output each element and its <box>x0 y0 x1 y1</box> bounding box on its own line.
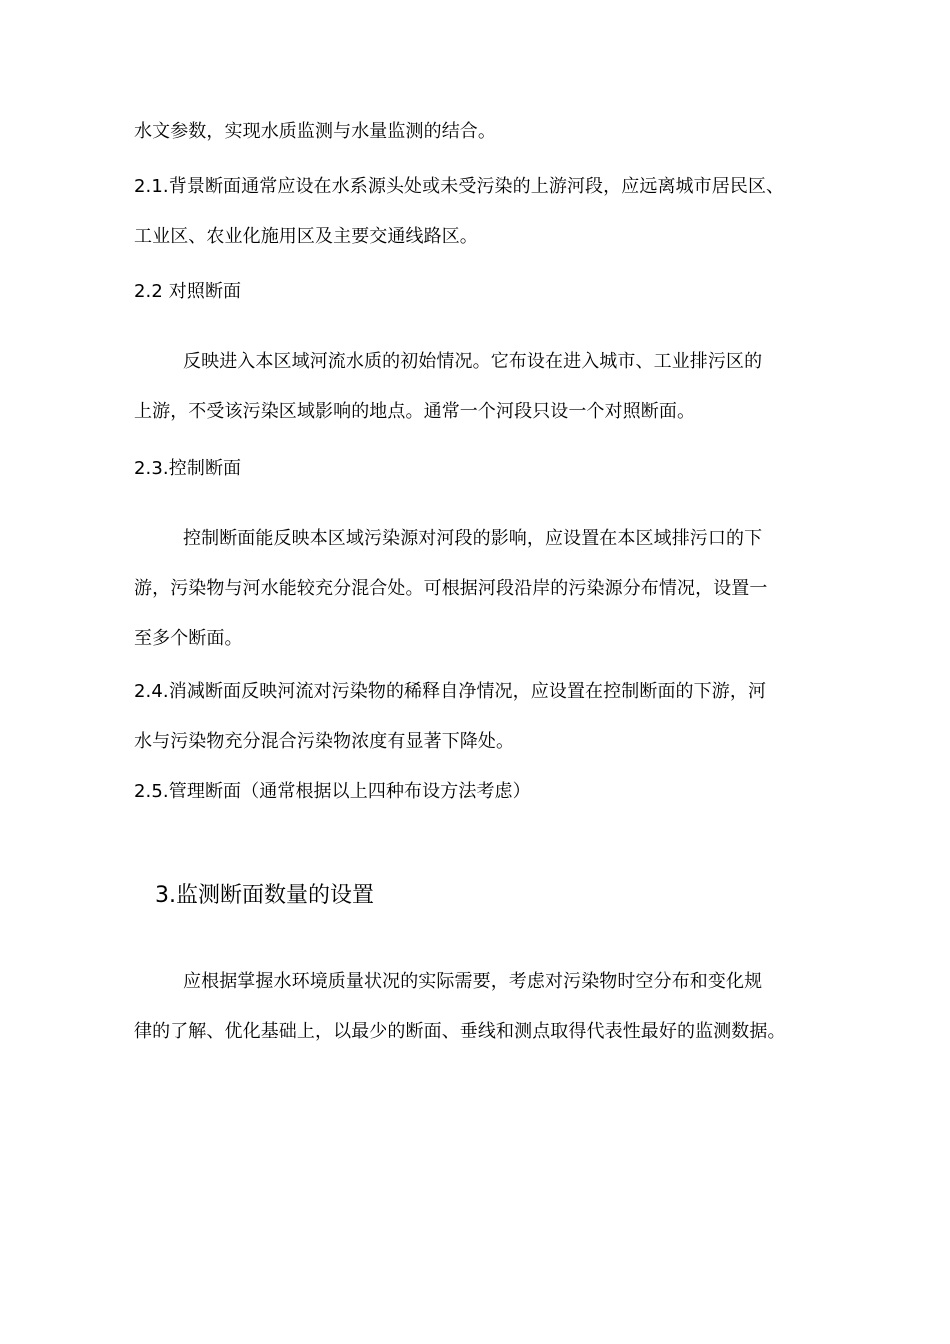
paragraph-line: 反映进入本区域河流水质的初始情况。它布设在进入城市、工业排污区的 <box>183 351 763 372</box>
paragraph-line: 律的了解、优化基础上，以最少的断面、垂线和测点取得代表性最好的监测数据。 <box>134 1021 786 1042</box>
paragraph-line: 工业区、农业化施用区及主要交通线路区。 <box>134 226 478 247</box>
section-label: 2.5.管理断面（通常根据以上四种布设方法考虑） <box>134 781 531 802</box>
paragraph-line: 2.1.背景断面通常应设在水系源头处或未受污染的上游河段，应远离城市居民区、 <box>134 176 785 197</box>
paragraph-line: 水文参数，实现水质监测与水量监测的结合。 <box>134 121 496 142</box>
paragraph-line: 控制断面能反映本区域污染源对河段的影响，应设置在本区域排污口的下 <box>183 528 763 549</box>
paragraph-line: 上游，不受该污染区域影响的地点。通常一个河段只设一个对照断面。 <box>134 401 696 422</box>
section-label: 2.2 对照断面 <box>134 281 242 302</box>
paragraph-line: 应根据掌握水环境质量状况的实际需要，考虑对污染物时空分布和变化规 <box>183 971 763 992</box>
paragraph-line: 至多个断面。 <box>134 628 243 649</box>
section-heading: 3.监测断面数量的设置 <box>155 883 374 908</box>
paragraph-line: 2.4.消减断面反映河流对污染物的稀释自净情况，应设置在控制断面的下游，河 <box>134 681 767 702</box>
paragraph-line: 游，污染物与河水能较充分混合处。可根据河段沿岸的污染源分布情况，设置一 <box>134 578 768 599</box>
paragraph-line: 水与污染物充分混合污染物浓度有显著下降处。 <box>134 731 515 752</box>
section-label: 2.3.控制断面 <box>134 458 242 479</box>
